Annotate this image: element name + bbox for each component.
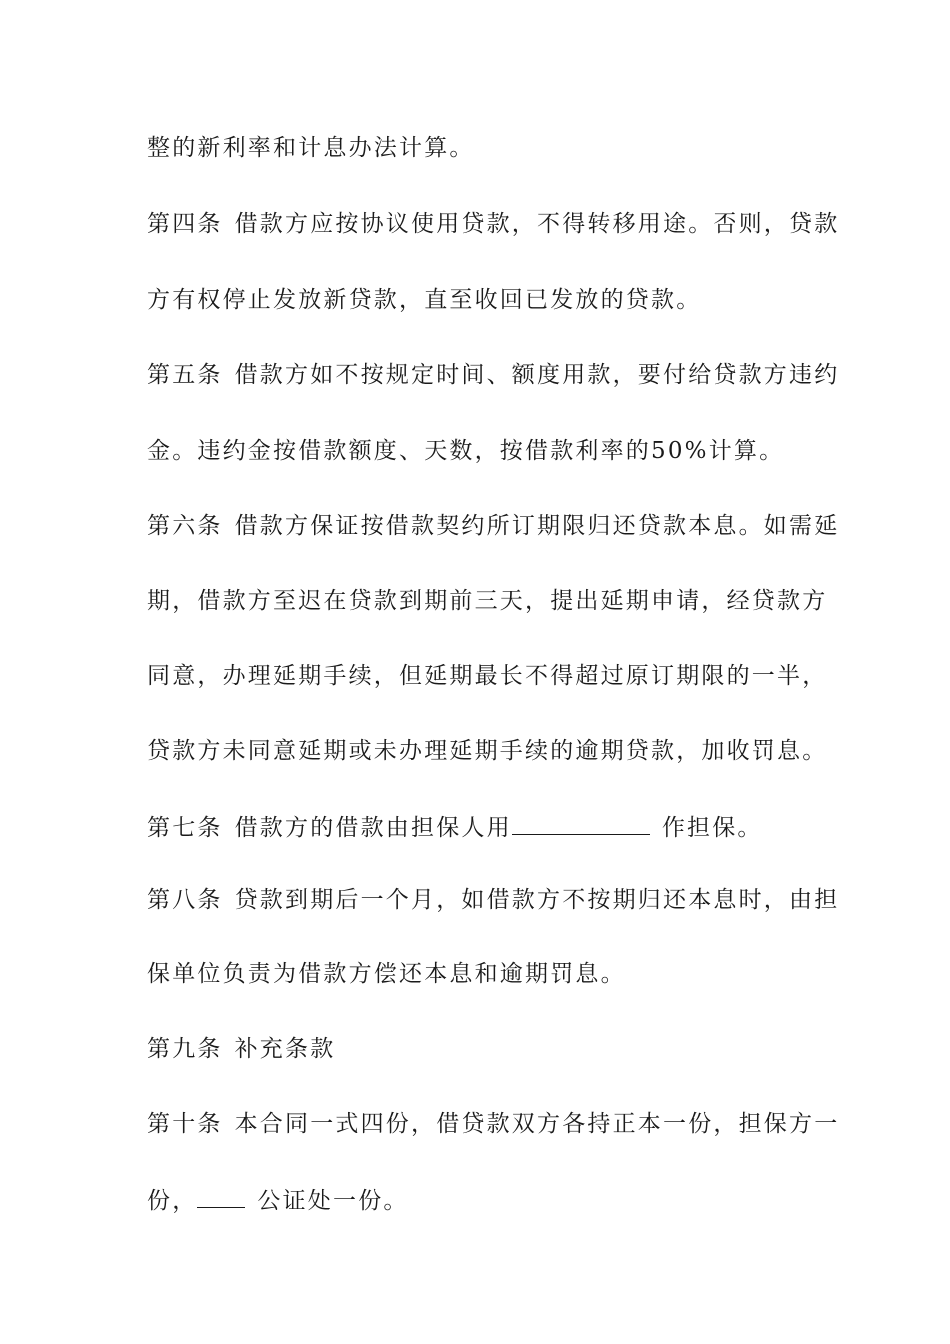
text-line bbox=[147, 956, 817, 992]
article-5-line bbox=[147, 357, 840, 393]
line-text: 贷款方未同意延期或未办理延期手续的逾期贷款，加收罚息。 bbox=[147, 738, 828, 764]
line-text: 补充条款 bbox=[234, 1036, 336, 1062]
line-text: 公证处一份。 bbox=[257, 1188, 409, 1214]
line-text: 期，借款方至迟在贷款到期前三天，提出延期申请，经贷款方 bbox=[147, 588, 828, 614]
article-label: 第九条 bbox=[147, 1036, 223, 1062]
line-text: 同意，办理延期手续，但延期最长不得超过原订期限的一半， bbox=[147, 663, 828, 689]
article-label: 第四条 bbox=[147, 211, 223, 237]
text-line bbox=[147, 658, 828, 694]
line-text: 金。违约金按借款额度、天数，按借款利率的50%计算。 bbox=[147, 438, 785, 464]
text-line bbox=[147, 733, 828, 769]
line-text: 份， bbox=[147, 1188, 198, 1214]
article-6-line bbox=[147, 508, 840, 544]
text-line bbox=[147, 130, 817, 166]
article-label: 第七条 bbox=[147, 815, 223, 841]
article-label: 第八条 bbox=[147, 887, 223, 913]
text-line bbox=[147, 583, 828, 619]
article-9-line bbox=[147, 1031, 817, 1067]
text-line bbox=[147, 282, 817, 318]
line-text: 借款方应按协议使用贷款，不得转移用途。否则，贷款 bbox=[234, 211, 840, 237]
text-line bbox=[147, 433, 817, 469]
line-text: 方有权停止发放新贷款，直至收回已发放的贷款。 bbox=[147, 287, 702, 313]
line-text: 借款方保证按借款契约所订期限归还贷款本息。如需延 bbox=[234, 513, 840, 539]
line-text: 作担保。 bbox=[661, 815, 763, 841]
article-4-line bbox=[147, 206, 840, 242]
line-text: 整的新利率和计息办法计算。 bbox=[147, 135, 475, 161]
article-8-line bbox=[147, 882, 840, 918]
article-10-line bbox=[147, 1106, 840, 1142]
article-label: 第五条 bbox=[147, 362, 223, 388]
line-text: 借款方如不按规定时间、额度用款，要付给贷款方违约 bbox=[234, 362, 840, 388]
line-text: 保单位负责为借款方偿还本息和逾期罚息。 bbox=[147, 961, 626, 987]
line-text: 贷款到期后一个月，如借款方不按期归还本息时，由担 bbox=[234, 887, 840, 913]
article-7-line bbox=[147, 808, 817, 844]
article-label: 第六条 bbox=[147, 513, 223, 539]
fill-in-blank bbox=[197, 1181, 245, 1208]
fill-in-blank bbox=[512, 808, 650, 835]
line-text: 借款方的借款由担保人用 bbox=[234, 815, 512, 841]
text-line bbox=[147, 1181, 817, 1217]
article-label: 第十条 bbox=[147, 1111, 223, 1137]
line-text: 本合同一式四份，借贷款双方各持正本一份，担保方一 bbox=[234, 1111, 840, 1137]
